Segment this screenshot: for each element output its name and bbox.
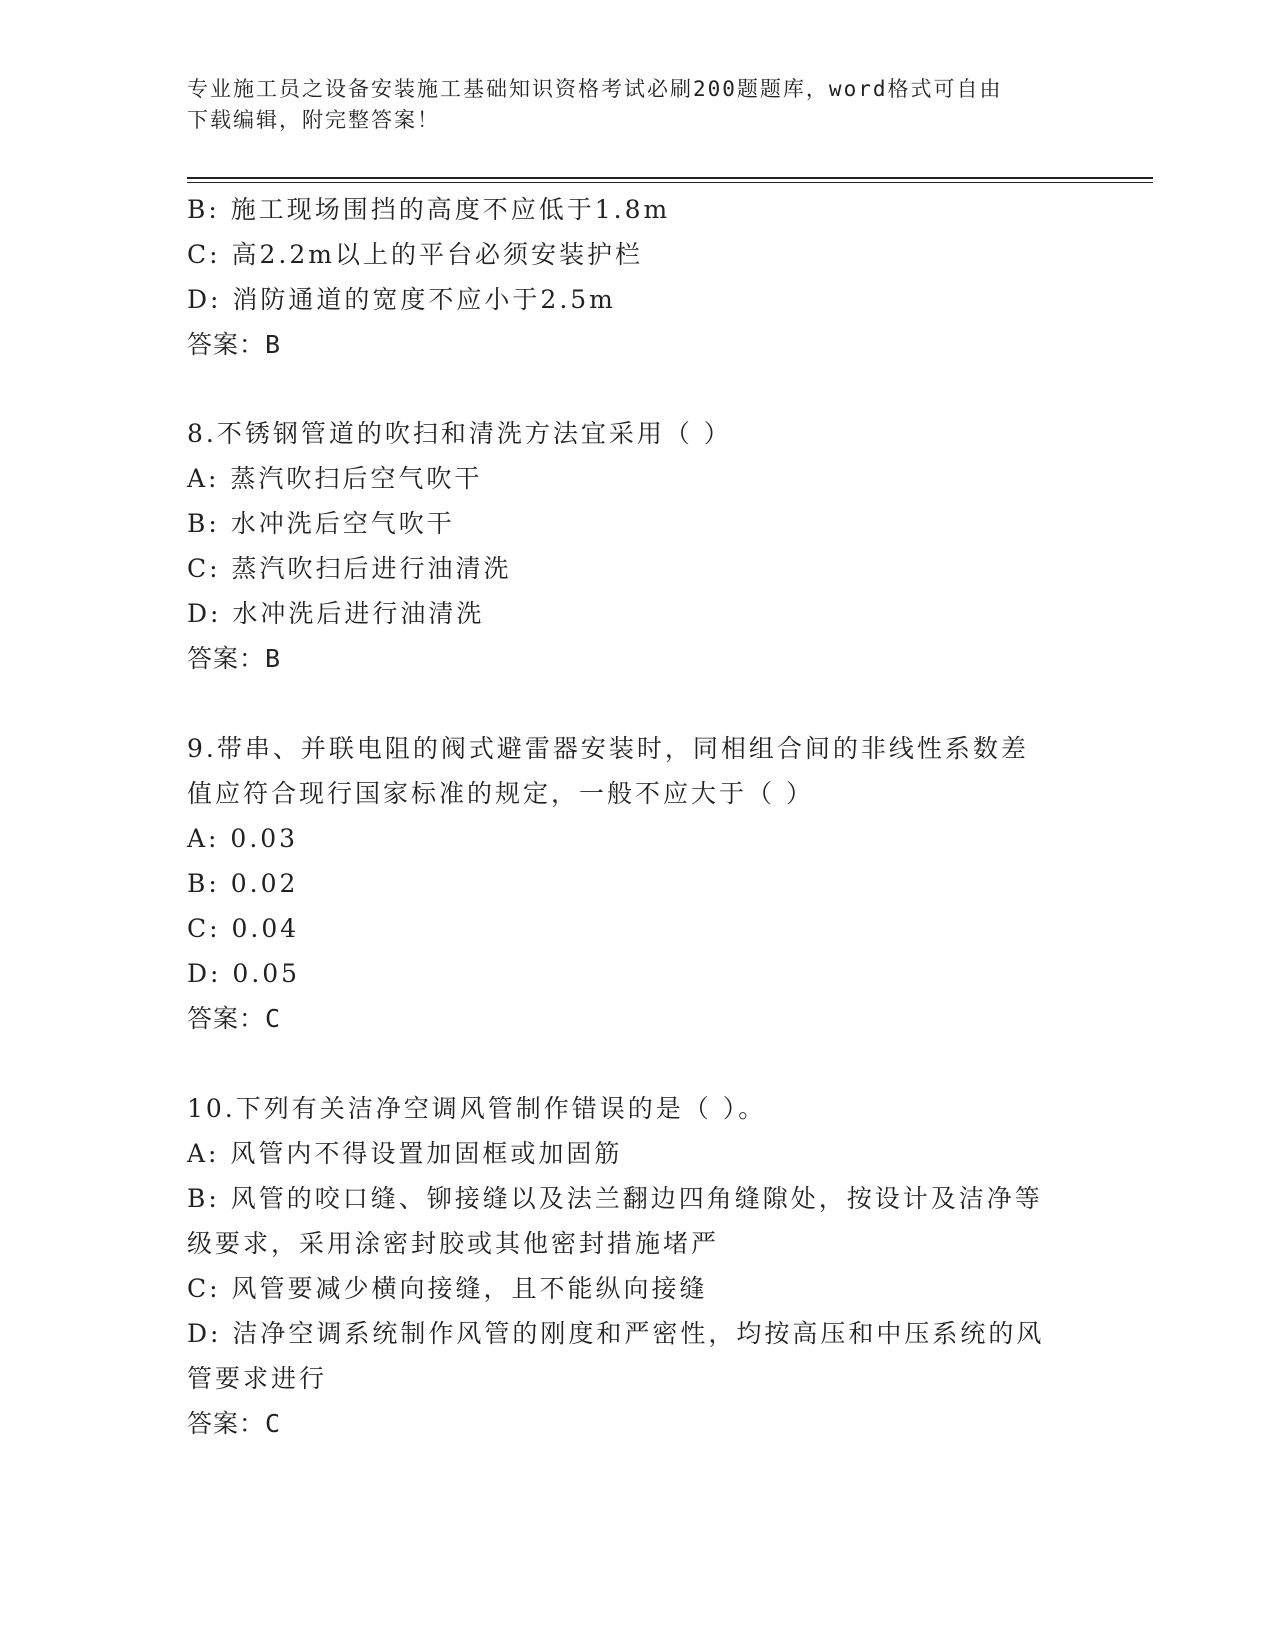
q8-stem: 8.不锈钢管道的吹扫和清洗方法宜采用（ ） bbox=[187, 419, 732, 448]
q8-option-a: A: 蒸汽吹扫后空气吹干 bbox=[187, 464, 483, 493]
q8-option-c: C: 蒸汽吹扫后进行油清洗 bbox=[187, 554, 512, 583]
q10-option-a: A: 风管内不得设置加固框或加固筋 bbox=[187, 1139, 623, 1168]
q10-option-d-line-2: 管要求进行 bbox=[187, 1364, 328, 1393]
q8-option-b: B: 水冲洗后空气吹干 bbox=[187, 509, 455, 538]
q7-answer: 答案：B bbox=[187, 330, 282, 359]
q7-option-d: D: 消防通道的宽度不应小于2.5m bbox=[187, 285, 616, 314]
q8-answer: 答案：B bbox=[187, 644, 282, 673]
header-divider-thin bbox=[187, 182, 1153, 183]
q10-option-b-line-1: B: 风管的咬口缝、铆接缝以及法兰翻边四角缝隙处，按设计及洁净等 bbox=[187, 1184, 1043, 1213]
q10-option-b-line-2: 级要求，采用涂密封胶或其他密封措施堵严 bbox=[187, 1229, 720, 1258]
q10-stem: 10.下列有关洁净空调风管制作错误的是（ ）。 bbox=[187, 1094, 767, 1123]
q9-option-c: C: 0.04 bbox=[187, 914, 300, 943]
q9-answer: 答案：C bbox=[187, 1004, 282, 1033]
document-header bbox=[187, 74, 1067, 136]
q10-answer: 答案：C bbox=[187, 1409, 282, 1438]
q7-option-c: C: 高2.2m以上的平台必须安装护栏 bbox=[187, 240, 643, 269]
q9-stem-line-1: 9.带串、并联电阻的阀式避雷器安装时，同相组合间的非线性系数差 bbox=[187, 734, 1029, 763]
q8-option-d: D: 水冲洗后进行油清洗 bbox=[187, 599, 485, 628]
q10-option-c: C: 风管要减少横向接缝，且不能纵向接缝 bbox=[187, 1274, 708, 1303]
q9-option-b: B: 0.02 bbox=[187, 869, 299, 898]
q9-stem-line-2: 值应符合现行国家标准的规定，一般不应大于（ ） bbox=[187, 779, 814, 808]
q10-option-d-line-1: D: 洁净空调系统制作风管的刚度和严密性，均按高压和中压系统的风 bbox=[187, 1319, 1045, 1348]
q9-option-d: D: 0.05 bbox=[187, 959, 301, 988]
q7-option-b: B: 施工现场围挡的高度不应低于1.8m bbox=[187, 195, 671, 224]
header-line-2: 下载编辑，附完整答案！ bbox=[187, 108, 440, 132]
q9-option-a: A: 0.03 bbox=[187, 824, 299, 853]
header-line-1: 专业施工员之设备安装施工基础知识资格考试必刷200题题库，word格式可自由 bbox=[187, 77, 1003, 101]
header-divider-thick bbox=[187, 177, 1153, 179]
